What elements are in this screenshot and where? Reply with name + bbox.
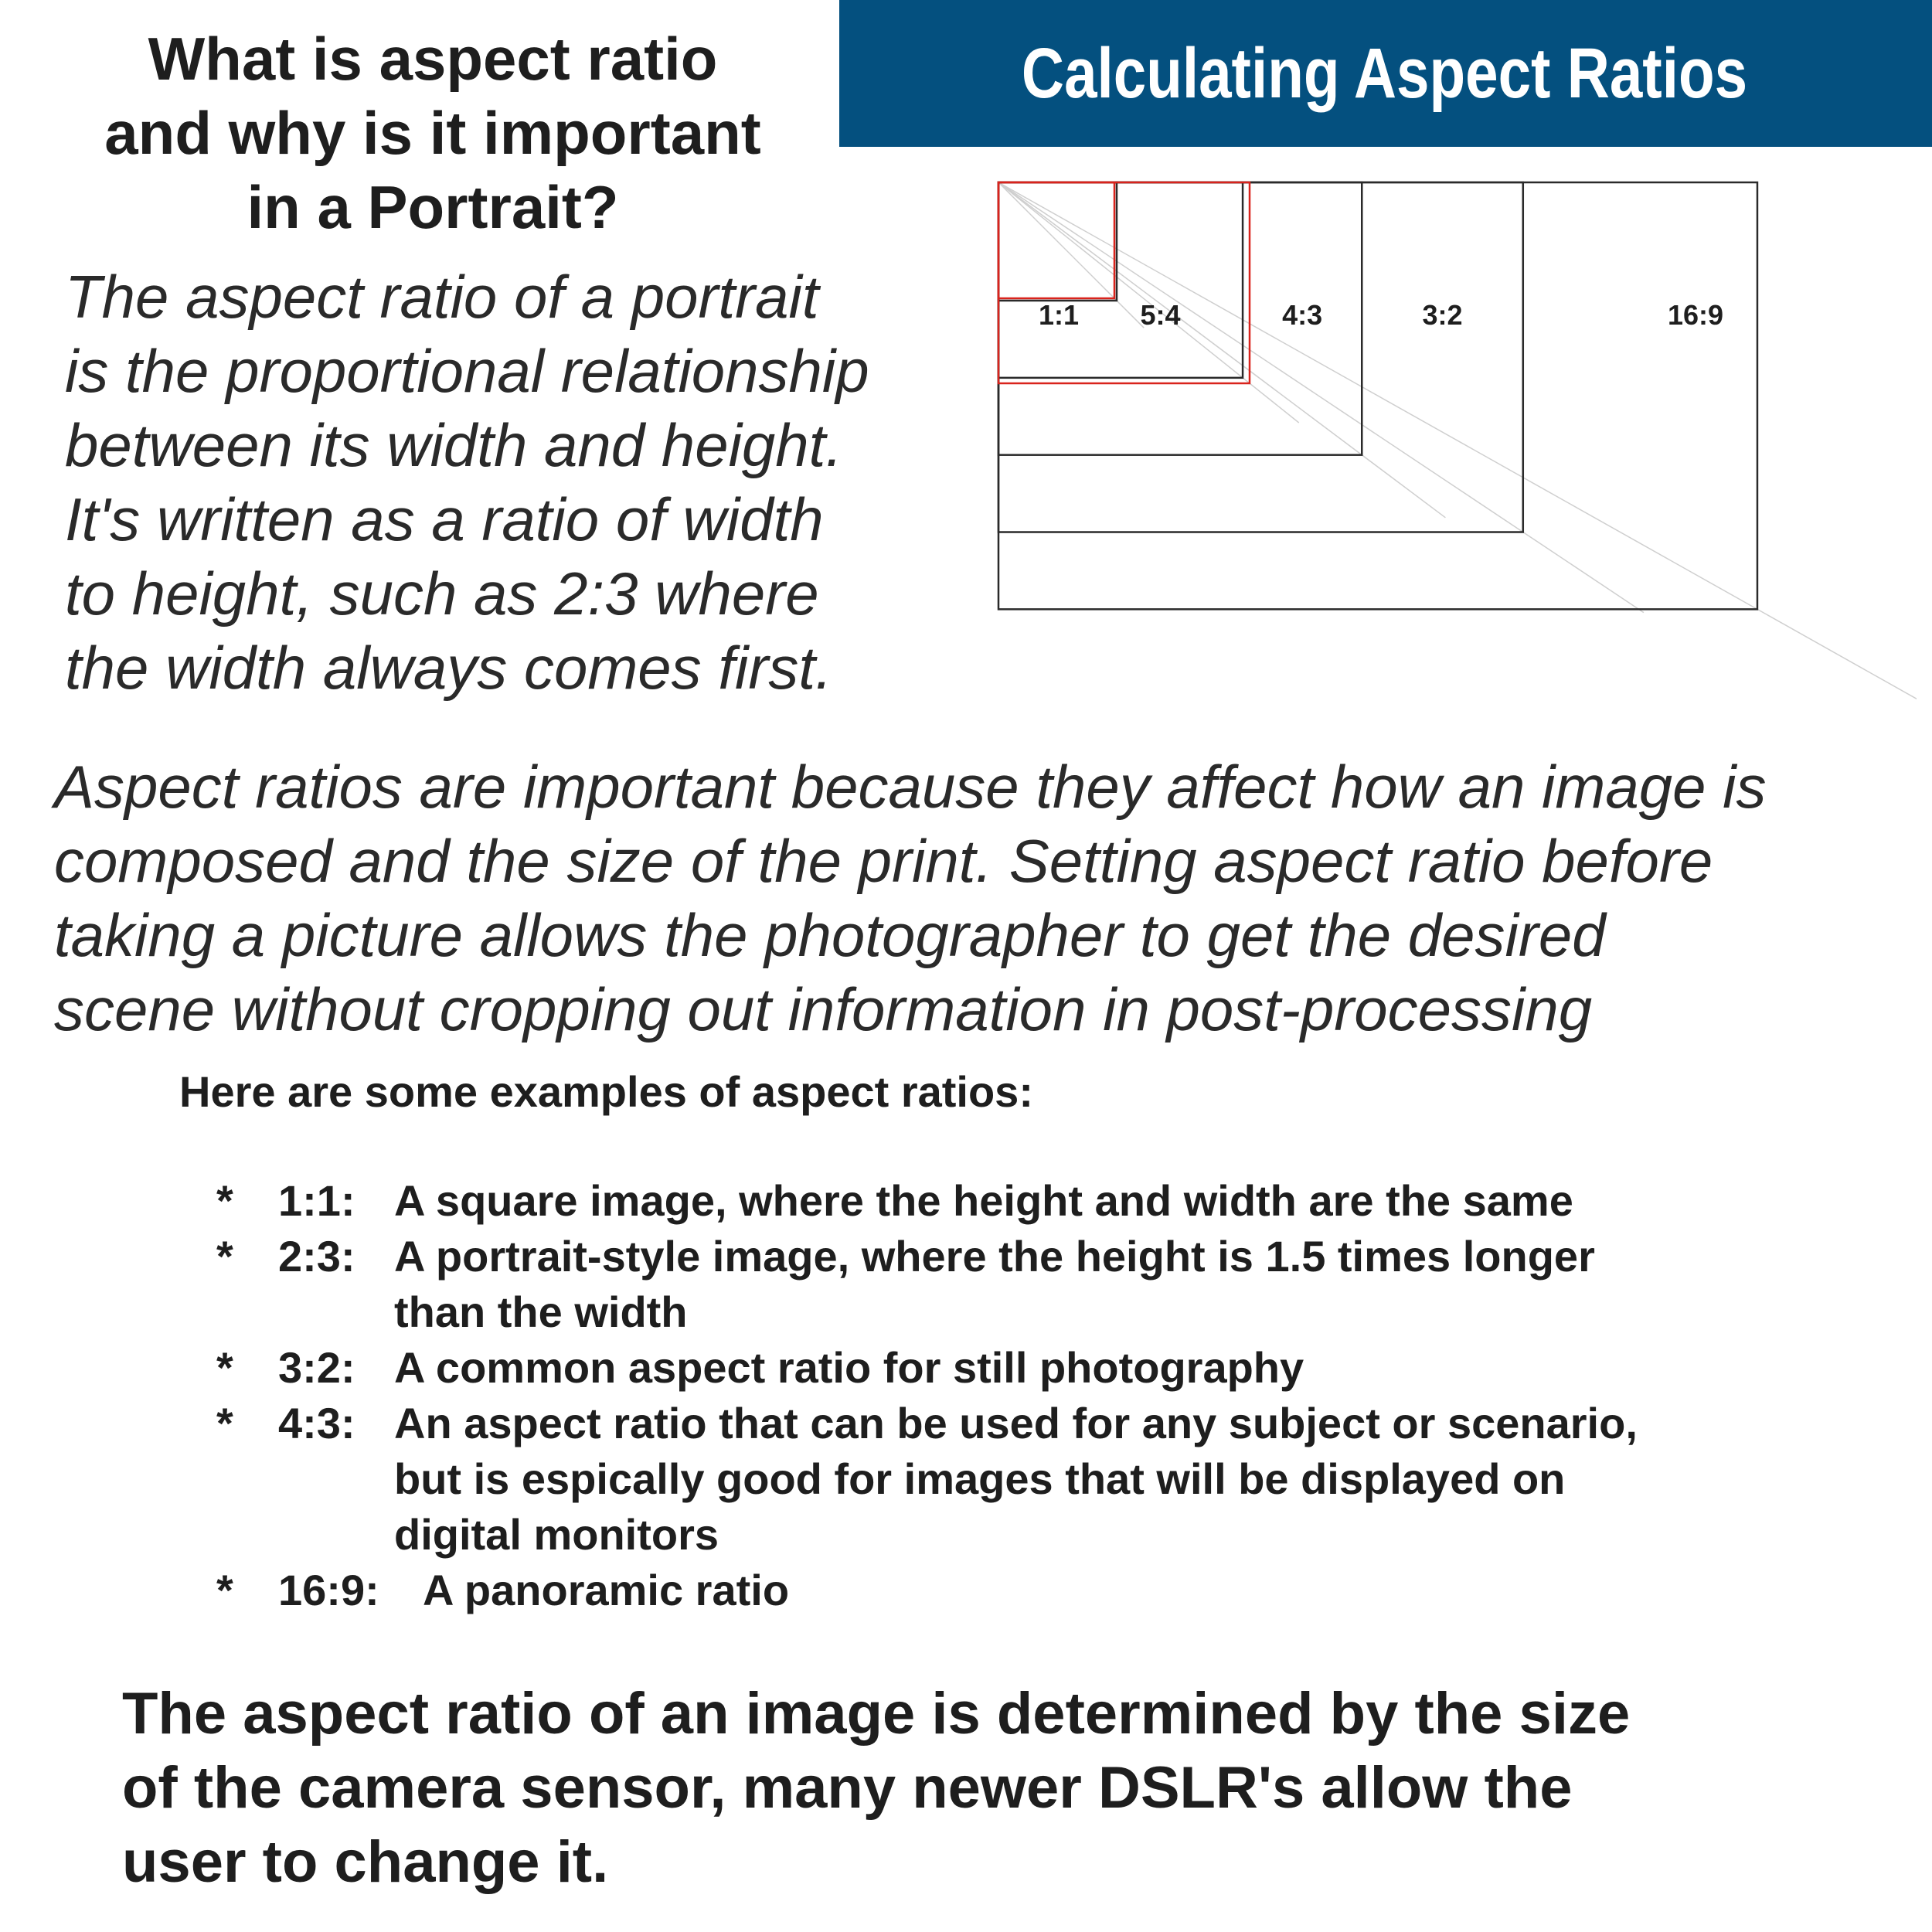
ratio-labels — [1039, 299, 1723, 331]
example-ratio: 16:9: — [278, 1566, 379, 1614]
list-item — [216, 1340, 1878, 1396]
description-line: but is espically good for images that will be displayed on — [394, 1454, 1566, 1503]
footer-line: The aspect ratio of an image is determined by the size — [122, 1681, 1631, 1747]
description-line: A common aspect ratio for still photography — [394, 1343, 1304, 1392]
ratio-label: 5:4 — [1140, 299, 1181, 331]
description-line: A panoramic ratio — [423, 1566, 790, 1614]
example-description — [423, 1563, 1852, 1618]
description-line: A square image, where the height and width are the same — [394, 1176, 1573, 1225]
example-ratio: 1:1: — [278, 1176, 355, 1225]
description-line: than the width — [394, 1287, 688, 1336]
description-line: digital monitors — [394, 1510, 719, 1559]
title-line: in a Portrait? — [247, 173, 619, 241]
examples-heading: Here are some examples of aspect ratios: — [179, 1067, 1033, 1116]
bullet-marker: * — [216, 1566, 233, 1614]
examples-list — [216, 1173, 1878, 1618]
banner-title: Calculating Aspect Ratios — [1021, 34, 1748, 113]
bullet-marker: * — [216, 1176, 233, 1225]
example-description — [394, 1340, 1824, 1396]
ratio-label: 1:1 — [1038, 299, 1080, 331]
list-item — [216, 1563, 1878, 1618]
footer-statement — [122, 1677, 1900, 1900]
example-description — [394, 1173, 1824, 1229]
example-ratio: 3:2: — [278, 1343, 355, 1392]
example-description — [394, 1396, 1824, 1563]
bullet-marker: * — [216, 1399, 233, 1447]
importance-line: Aspect ratios are important because they affect how an image is — [54, 753, 1767, 821]
footer-line: of the camera sensor, many newer DSLR's allow the — [122, 1755, 1573, 1821]
intro-line: to height, such as 2:3 where — [65, 560, 819, 628]
intro-line: is the proportional relationship — [65, 337, 869, 405]
diagonal-guides — [998, 182, 1917, 707]
description-line: A portrait-style image, where the height is 1.5 times longer — [394, 1232, 1595, 1281]
aspect-ratio-diagram — [989, 176, 1917, 764]
diagonal-guide — [998, 182, 1917, 707]
diagram-banner — [839, 0, 1932, 147]
footer-line: user to change it. — [122, 1829, 609, 1895]
example-description — [394, 1229, 1824, 1340]
example-ratio: 4:3: — [278, 1399, 355, 1447]
ratio-label: 16:9 — [1667, 299, 1724, 331]
importance-paragraph — [54, 750, 1909, 1046]
intro-paragraph — [65, 260, 977, 705]
list-item — [216, 1396, 1878, 1563]
importance-line: taking a picture allows the photographer to get the desired — [54, 901, 1606, 969]
diagonal-guide — [998, 182, 1644, 613]
bullet-marker: * — [216, 1343, 233, 1392]
title-line: What is aspect ratio — [148, 25, 718, 93]
intro-line: It's written as a ratio of width — [65, 485, 824, 553]
importance-line: composed and the size of the print. Setting aspect ratio before — [54, 827, 1713, 895]
list-item — [216, 1229, 1878, 1340]
list-item — [216, 1173, 1878, 1229]
intro-line: between its width and height. — [65, 411, 843, 479]
diagonal-guide — [998, 182, 1445, 518]
intro-line: The aspect ratio of a portrait — [65, 263, 819, 331]
intro-line: the width always comes first. — [65, 634, 832, 702]
bullet-marker: * — [216, 1232, 233, 1281]
importance-line: scene without cropping out information in post-processing — [54, 975, 1593, 1043]
example-ratio: 2:3: — [278, 1232, 355, 1281]
description-line: An aspect ratio that can be used for any subject or scenario, — [394, 1399, 1638, 1447]
page-title — [46, 22, 819, 244]
ratio-label: 4:3 — [1282, 299, 1323, 331]
title-line: and why is it important — [104, 99, 761, 167]
ratio-label: 3:2 — [1422, 299, 1463, 331]
